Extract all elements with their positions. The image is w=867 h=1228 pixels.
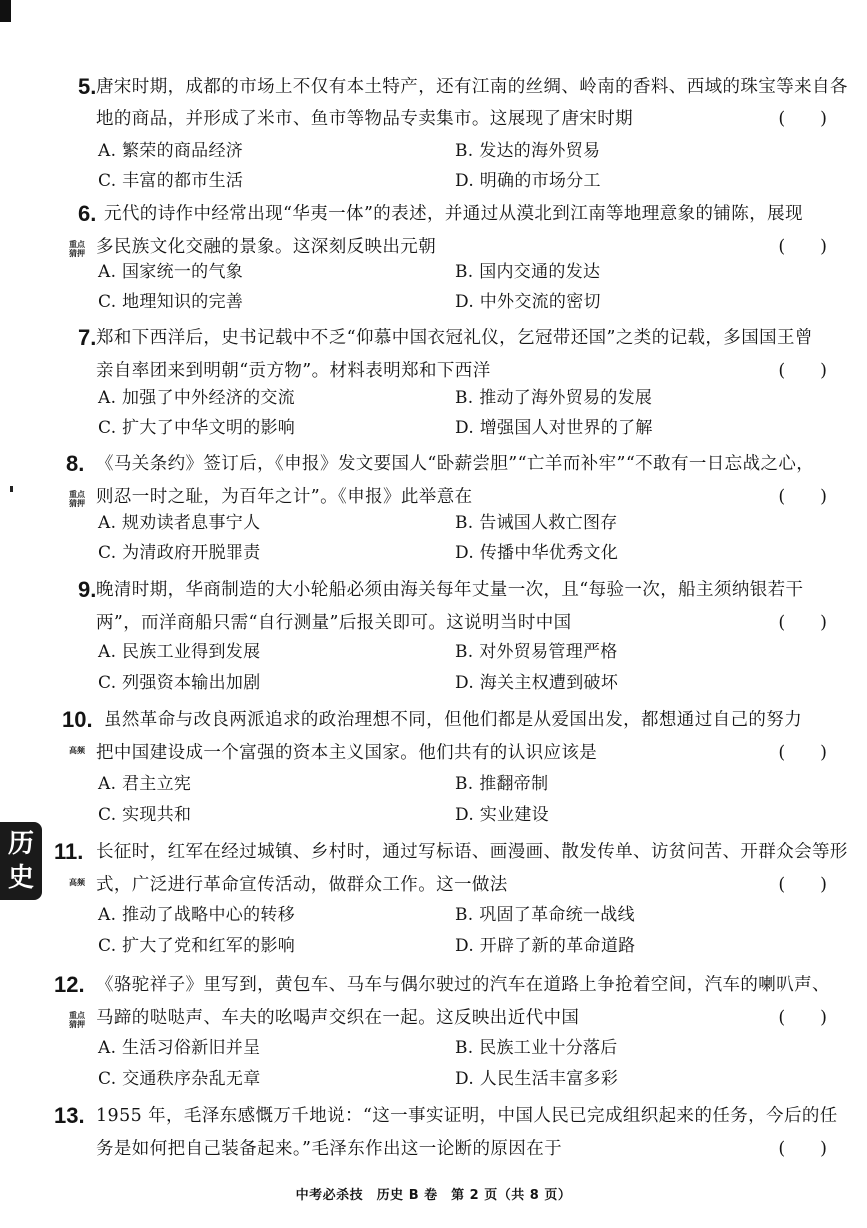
option-a: A. 推动了战略中心的转移 bbox=[98, 905, 295, 925]
answer-blank: ( ) bbox=[778, 487, 827, 507]
option-a: A. 君主立宪 bbox=[98, 774, 192, 794]
scan-mark bbox=[10, 486, 13, 492]
answer-blank: ( ) bbox=[778, 109, 827, 129]
option-c: C. 列强资本输出加剧 bbox=[98, 673, 261, 693]
option-b: B. 民族工业十分落后 bbox=[455, 1038, 618, 1058]
question-stem-line: 则忍一时之耻，为百年之计”。《申报》此举意在 bbox=[96, 487, 473, 507]
question-number: 9. bbox=[78, 577, 97, 602]
option-d: D. 人民生活丰富多彩 bbox=[455, 1069, 619, 1089]
question-stem-line: 式，广泛进行革命宣传活动，做群众工作。这一做法 bbox=[96, 875, 508, 895]
option-b: B. 国内交通的发达 bbox=[455, 262, 601, 282]
question-stem-line: 晚清时期，华商制造的大小轮船必须由海关每年丈量一次，且“每验一次，船主须纳银若干 bbox=[96, 580, 804, 600]
question-stem-line: 郑和下西洋后，史书记载中不乏“仰慕中国衣冠礼仪，乞冠带还国”之类的记载，多国国王曾 bbox=[96, 328, 813, 348]
option-b: B. 推动了海外贸易的发展 bbox=[455, 388, 653, 408]
option-b: B. 发达的海外贸易 bbox=[455, 141, 601, 161]
question-tag: 重点 猜押 bbox=[69, 1011, 85, 1029]
option-c: C. 为清政府开脱罪责 bbox=[98, 543, 261, 563]
option-c: C. 交通秩序杂乱无章 bbox=[98, 1069, 261, 1089]
option-c: C. 实现共和 bbox=[98, 805, 192, 825]
option-b: B. 对外贸易管理严格 bbox=[455, 642, 618, 662]
subject-tab bbox=[0, 822, 42, 900]
corner-mark bbox=[0, 0, 11, 22]
answer-blank: ( ) bbox=[778, 743, 827, 763]
answer-blank: ( ) bbox=[778, 237, 827, 257]
option-b: B. 巩固了革命统一战线 bbox=[455, 905, 635, 925]
option-c: C. 扩大了中华文明的影响 bbox=[98, 418, 296, 438]
question-stem-line: 多民族文化交融的景象。这深刻反映出元朝 bbox=[96, 237, 437, 257]
question-number: 10. bbox=[62, 707, 93, 732]
question-number: 6. bbox=[78, 201, 97, 226]
question-number: 11. bbox=[54, 839, 84, 864]
page-footer: 中考必杀技 历史 B 卷 第 2 页（共 8 页） bbox=[295, 1188, 572, 1203]
option-c: C. 丰富的都市生活 bbox=[98, 171, 244, 191]
option-d: D. 传播中华优秀文化 bbox=[455, 543, 619, 563]
question-stem-line: 1955 年，毛泽东感慨万千地说：“这一事实证明，中国人民已完成组织起来的任务，今后的任 bbox=[96, 1106, 838, 1126]
option-c: C. 扩大了党和红军的影响 bbox=[98, 936, 296, 956]
question-stem-line: 地的商品，并形成了米市、鱼市等物品专卖集市。这展现了唐宋时期 bbox=[96, 109, 633, 129]
subject-tab-label: 历史 bbox=[8, 829, 35, 893]
question-tag: 重点 猜押 bbox=[69, 490, 85, 508]
question-tag: 高频 bbox=[69, 746, 85, 755]
option-a: A. 国家统一的气象 bbox=[98, 262, 244, 282]
question-stem-line: 亲自率团来到明朝“贡方物”。材料表明郑和下西洋 bbox=[96, 361, 491, 381]
question-stem-line: 《马关条约》签订后，《申报》发文要国人“卧薪尝胆”“亡羊而补牢”“不敢有一日忘战之心， bbox=[96, 454, 815, 474]
question-stem-line: 长征时，红军在经过城镇、乡村时，通过写标语、画漫画、散发传单、访贫问苦、开群众会等形 bbox=[96, 842, 848, 862]
question-stem-line: 把中国建设成一个富强的资本主义国家。他们共有的认识应该是 bbox=[96, 743, 598, 763]
question-number: 13. bbox=[54, 1103, 85, 1128]
option-a: A. 加强了中外经济的交流 bbox=[98, 388, 295, 408]
option-a: A. 民族工业得到发展 bbox=[98, 642, 261, 662]
question-number: 7. bbox=[78, 325, 97, 350]
question-stem-line: 《骆驼祥子》里写到，黄包车、马车与偶尔驶过的汽车在道路上争抢着空间，汽车的喇叭声、 bbox=[96, 975, 830, 995]
answer-blank: ( ) bbox=[778, 1008, 827, 1028]
answer-blank: ( ) bbox=[778, 613, 827, 633]
question-stem-line: 唐宋时期，成都的市场上不仅有本土特产，还有江南的丝绸、岭南的香料、西域的珠宝等来自各 bbox=[96, 77, 848, 97]
answer-blank: ( ) bbox=[778, 361, 827, 381]
question-number: 5. bbox=[78, 74, 97, 99]
option-d: D. 实业建设 bbox=[455, 805, 549, 825]
answer-blank: ( ) bbox=[778, 875, 827, 895]
option-d: D. 增强国人对世界的了解 bbox=[455, 418, 653, 438]
question-stem-line: 务是如何把自己装备起来。”毛泽东作出这一论断的原因在于 bbox=[96, 1139, 562, 1159]
question-stem-line: 两”，而洋商船只需“自行测量”后报关即可。这说明当时中国 bbox=[96, 613, 572, 633]
option-d: D. 海关主权遭到破坏 bbox=[455, 673, 619, 693]
option-b: B. 告诫国人救亡图存 bbox=[455, 513, 618, 533]
question-stem-line: 马蹄的哒哒声、车夫的吆喝声交织在一起。这反映出近代中国 bbox=[96, 1008, 580, 1028]
option-b: B. 推翻帝制 bbox=[455, 774, 549, 794]
question-stem-line: 元代的诗作中经常出现“华夷一体”的表述，并通过从漠北到江南等地理意象的铺陈，展现 bbox=[104, 204, 803, 224]
question-number: 8. bbox=[66, 451, 85, 476]
option-c: C. 地理知识的完善 bbox=[98, 292, 244, 312]
option-a: A. 规劝读者息事宁人 bbox=[98, 513, 261, 533]
question-number: 12. bbox=[54, 972, 85, 997]
option-a: A. 繁荣的商品经济 bbox=[98, 141, 244, 161]
option-d: D. 明确的市场分工 bbox=[455, 171, 601, 191]
option-a: A. 生活习俗新旧并呈 bbox=[98, 1038, 261, 1058]
question-stem-line: 虽然革命与改良两派追求的政治理想不同，但他们都是从爱国出发，都想通过自己的努力 bbox=[104, 710, 803, 730]
question-tag: 重点 猜押 bbox=[69, 240, 85, 258]
question-tag: 高频 bbox=[69, 878, 85, 887]
option-d: D. 开辟了新的革命道路 bbox=[455, 936, 636, 956]
option-d: D. 中外交流的密切 bbox=[455, 292, 601, 312]
answer-blank: ( ) bbox=[778, 1139, 827, 1159]
